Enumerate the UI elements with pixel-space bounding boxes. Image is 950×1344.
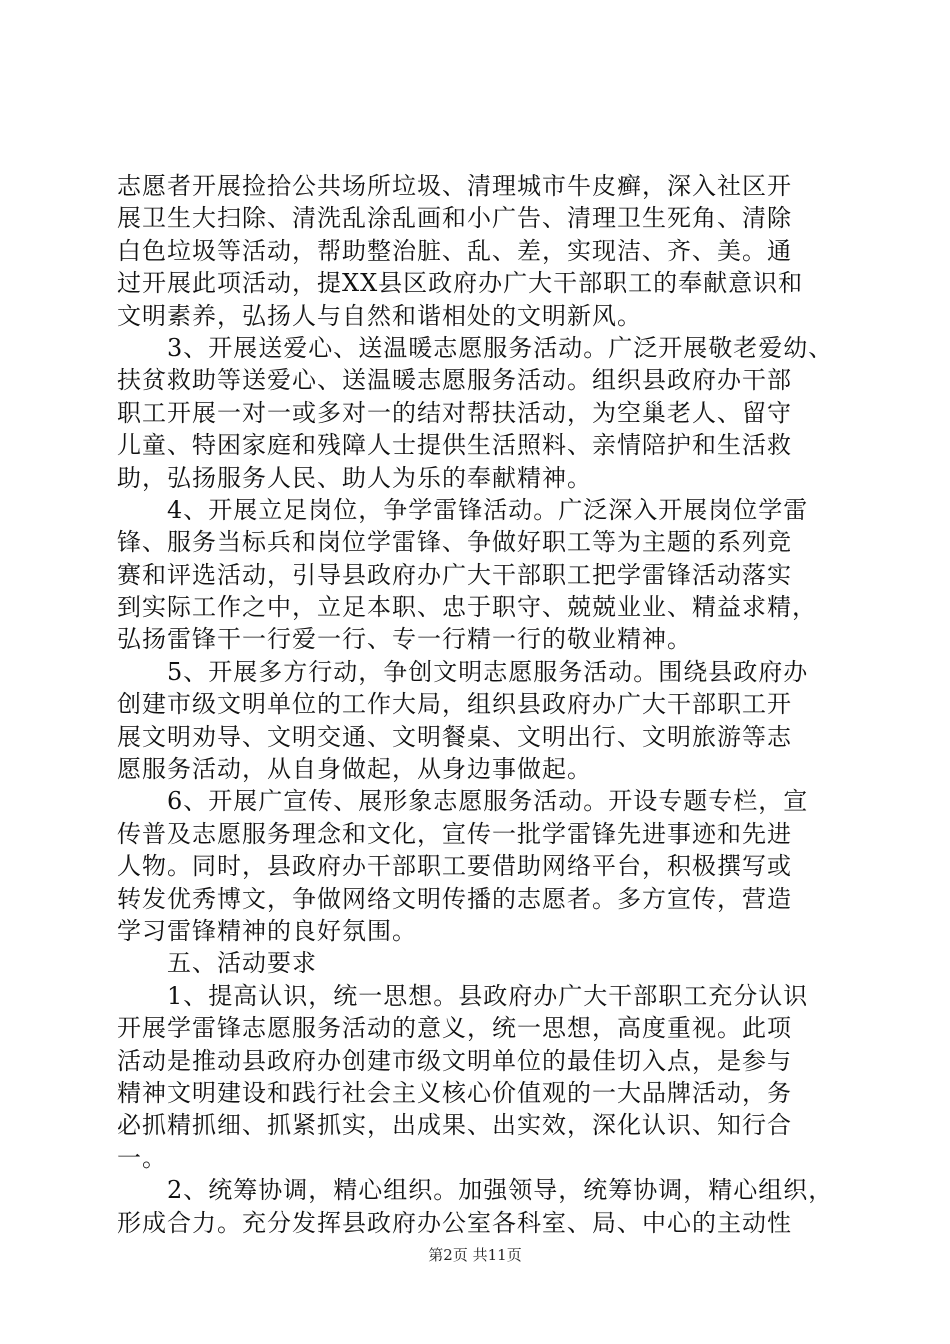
text-line: 五、活动要求 <box>117 949 317 978</box>
text-line: 必抓精抓细、抓紧抓实，出成果、出实效，深化认识、知行合 <box>117 1111 792 1140</box>
text-line: 4、开展立足岗位，争学雷锋活动。广泛深入开展岗位学雷 <box>117 495 809 524</box>
text-line: 6、开展广宣传、展形象志愿服务活动。开设专题专栏，宣 <box>117 787 809 816</box>
text-line: 2、统筹协调，精心组织。加强领导，统筹协调，精心组织， <box>117 1176 834 1205</box>
text-line: 5、开展多方行动，争创文明志愿服务活动。围绕县政府办 <box>117 657 809 686</box>
text-line: 助，弘扬服务人民、助人为乐的奉献精神。 <box>117 463 592 492</box>
text-line: 职工开展一对一或多对一的结对帮扶活动，为空巢老人、留守 <box>117 398 792 427</box>
page-footer: 第2页 共11页 <box>428 1246 522 1264</box>
text-line: 到实际工作之中，立足本职、忠于职守、兢兢业业、精益求精， <box>117 593 817 622</box>
text-line: 精神文明建设和践行社会主义核心价值观的一大品牌活动，务 <box>117 1078 792 1107</box>
text-line: 人物。同时，县政府办干部职工要借助网络平台，积极撰写或 <box>117 852 792 881</box>
body-text <box>117 170 837 1239</box>
text-line: 1、提高认识，统一思想。县政府办广大干部职工充分认识 <box>117 981 809 1010</box>
text-line: 开展学雷锋志愿服务活动的意义，统一思想，高度重视。此项 <box>117 1014 792 1043</box>
text-line: 活动是推动县政府办创建市级文明单位的最佳切入点，是参与 <box>117 1046 792 1075</box>
text-line: 弘扬雷锋干一行爱一行、专一行精一行的敬业精神。 <box>117 625 692 654</box>
text-line: 白色垃圾等活动，帮助整治脏、乱、差，实现洁、齐、美。通 <box>117 236 792 265</box>
text-line: 儿童、特困家庭和残障人士提供生活照料、亲情陪护和生活救 <box>117 431 792 460</box>
text-line: 扶贫救助等送爱心、送温暖志愿服务活动。组织县政府办干部 <box>117 366 792 395</box>
text-line: 转发优秀博文，争做网络文明传播的志愿者。多方宣传，营造 <box>117 884 792 913</box>
text-line: 创建市级文明单位的工作大局，组织县政府办广大干部职工开 <box>117 690 792 719</box>
text-line: 赛和评选活动，引导县政府办广大干部职工把学雷锋活动落实 <box>117 560 792 589</box>
text-line: 形成合力。充分发挥县政府办公室各科室、局、中心的主动性 <box>117 1208 792 1237</box>
text-line: 传普及志愿服务理念和文化，宣传一批学雷锋先进事迹和先进 <box>117 819 792 848</box>
text-line: 文明素养，弘扬人与自然和谐相处的文明新风。 <box>117 301 642 330</box>
text-line: 志愿者开展捡拾公共场所垃圾、清理城市牛皮癣，深入社区开 <box>117 172 792 200</box>
text-line: 一。 <box>117 1143 167 1172</box>
text-line: 展文明劝导、文明交通、文明餐桌、文明出行、文明旅游等志 <box>117 722 792 751</box>
text-line: 过开展此项活动，提XX县区政府办广大干部职工的奉献意识和 <box>117 269 804 298</box>
text-line: 3、开展送爱心、送温暖志愿服务活动。广泛开展敬老爱幼、 <box>117 333 834 362</box>
text-line: 愿服务活动，从自身做起，从身边事做起。 <box>117 755 592 784</box>
text-line: 学习雷锋精神的良好氛围。 <box>117 916 417 945</box>
text-line: 展卫生大扫除、清洗乱涂乱画和小广告、清理卫生死角、清除 <box>117 204 792 233</box>
text-line: 锋、服务当标兵和岗位学雷锋、争做好职工等为主题的系列竞 <box>117 528 792 557</box>
